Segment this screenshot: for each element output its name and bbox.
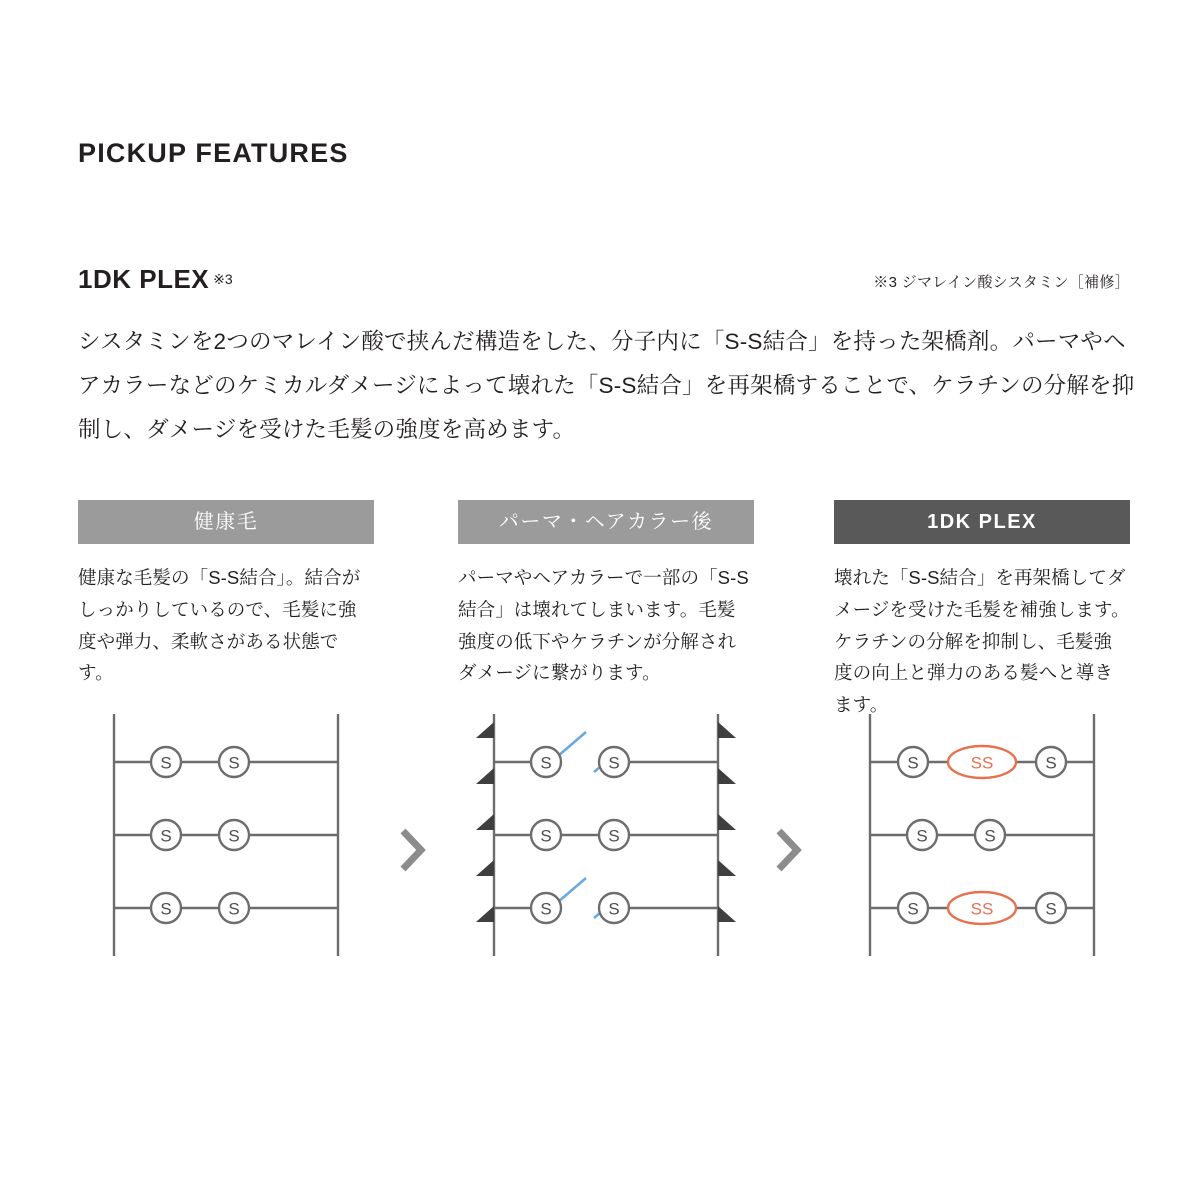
bond-label: S xyxy=(540,899,552,919)
cuticle-flake xyxy=(718,814,736,830)
cuticle-flake xyxy=(718,722,736,738)
footnote-text: ※3 ジマレイン酸シスタミン［補修］ xyxy=(873,274,1130,291)
cuticle-flake xyxy=(476,860,494,876)
bond-label: S xyxy=(608,899,620,919)
bond-label: S xyxy=(160,826,172,846)
feature-title-footnote-marker: ※3 xyxy=(213,271,233,287)
column-damaged-body: パーマやヘアカラーで一部の「S-S結合」は壊れてしまいます。毛髪強度の低下やケラチンが分解されダメージに繋がります。 xyxy=(458,567,749,684)
plex-label: SS xyxy=(970,899,994,919)
cuticle-flake xyxy=(476,906,494,922)
column-damaged-heading: パーマ・ヘアカラー後 xyxy=(458,500,754,544)
feature-title-text: 1DK PLEX xyxy=(78,264,210,294)
column-plex-heading: 1DK PLEX xyxy=(834,500,1130,544)
column-plex-body: 壊れた「S-S結合」を再架橋してダメージを受けた毛髪を補強します。ケラチンの分解を抑制し、毛髪強度の向上と弾力のある髪へと導きます。 xyxy=(834,567,1130,716)
cuticle-flake xyxy=(718,768,736,784)
diagram-plex xyxy=(850,710,1114,960)
page-title: PICKUP FEATURES xyxy=(78,138,349,168)
bond-label: S xyxy=(160,753,172,773)
column-healthy xyxy=(78,500,374,919)
cuticle-flake xyxy=(476,722,494,738)
bond-label: S xyxy=(228,826,240,846)
cuticle-flake xyxy=(476,814,494,830)
damaged-bond-diagram xyxy=(474,710,738,960)
bond-label: S xyxy=(916,826,928,846)
arrow-right-1 xyxy=(394,825,428,875)
bond-label: S xyxy=(1045,899,1057,919)
chevron-right-icon xyxy=(394,825,428,875)
comparison-columns xyxy=(78,500,1134,970)
bond-label: S xyxy=(160,899,172,919)
bond-label: S xyxy=(228,753,240,773)
column-plex xyxy=(834,500,1130,919)
column-healthy-heading: 健康毛 xyxy=(78,500,374,544)
cuticle-flake xyxy=(476,768,494,784)
column-damaged xyxy=(458,500,754,919)
bond-label: S xyxy=(1045,753,1057,773)
bond-label: S xyxy=(540,753,552,773)
cuticle-flake xyxy=(718,860,736,876)
feature-title xyxy=(78,264,233,295)
bond-label: S xyxy=(907,899,919,919)
plex-label: SS xyxy=(970,753,994,773)
bond-label: S xyxy=(907,753,919,773)
column-healthy-body: 健康な毛髪の「S-S結合」。結合がしっかりしているので、毛髪に強度や弾力、柔軟さがある状態です。 xyxy=(78,567,361,684)
bond-label: S xyxy=(228,899,240,919)
bond-label: S xyxy=(540,826,552,846)
diagram-healthy xyxy=(94,710,358,960)
healthy-bond-diagram xyxy=(94,710,358,960)
feature-description: シスタミンを2つのマレイン酸で挟んだ構造をした、分子内に「S-S結合」を持った架橋剤。パーマやヘアカラーなどのケミカルダメージによって壊れた「S-S結合」を再架橋することで、ケラチンの分解を抑制し、ダメージを受けた毛髪の強度を高めます。 xyxy=(78,329,1135,442)
bond-label: S xyxy=(608,826,620,846)
diagram-damaged xyxy=(474,710,738,960)
chevron-right-icon xyxy=(770,825,804,875)
arrow-right-2 xyxy=(770,825,804,875)
cuticle-flake xyxy=(718,906,736,922)
bond-label: S xyxy=(608,753,620,773)
bond-label: S xyxy=(984,826,996,846)
repaired-bond-diagram xyxy=(850,710,1114,960)
